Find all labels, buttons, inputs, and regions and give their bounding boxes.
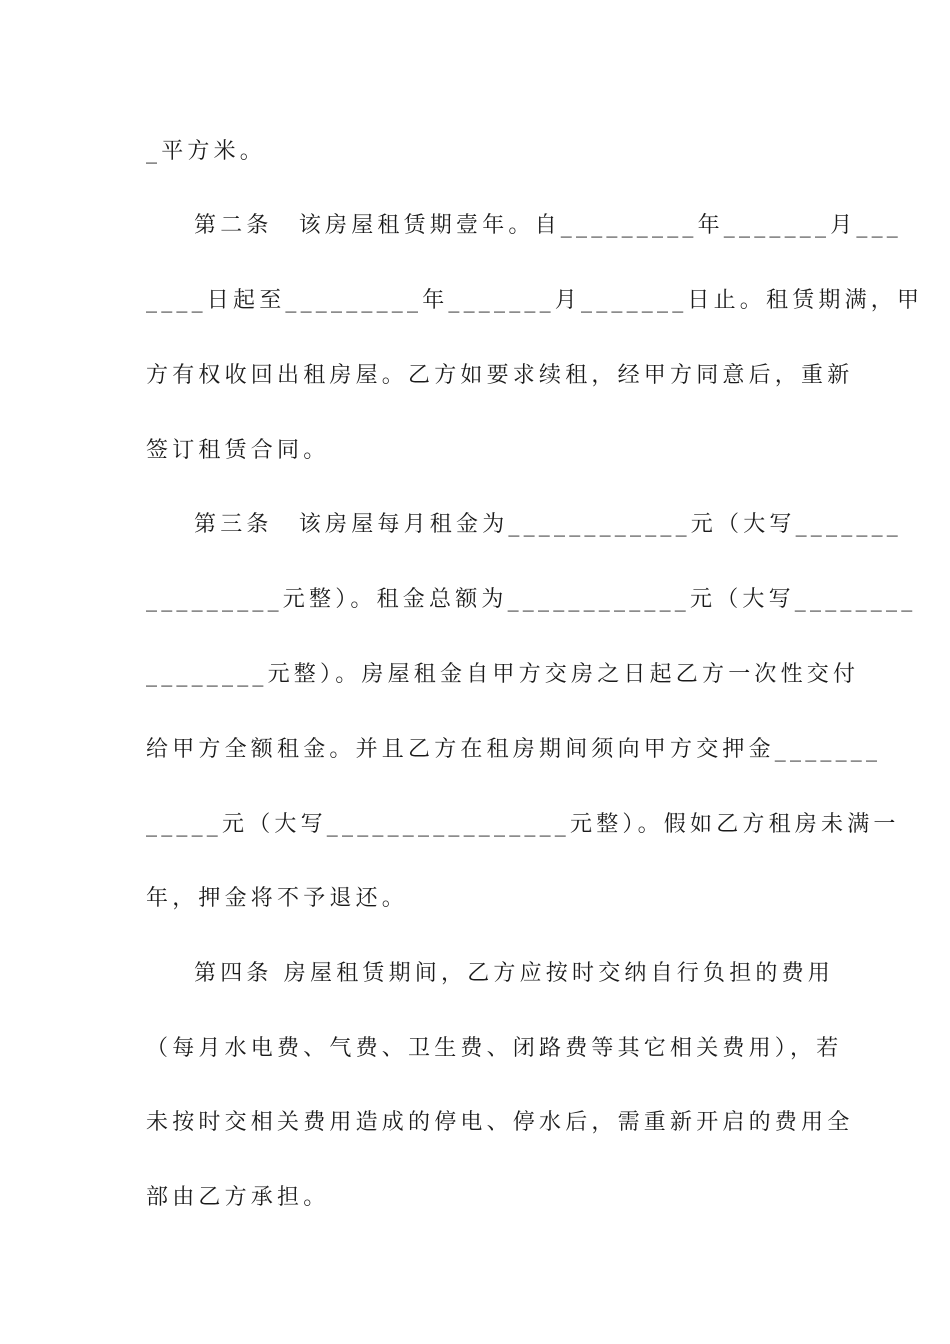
article-4-line-4: 部由乙方承担。 (146, 1185, 330, 1210)
article-4-line-3: 未按时交相关费用造成的停电、停水后，需重新开启的费用全 (146, 1110, 854, 1135)
article-3-line-1: 第三条 该房屋每月租金为____________元（大写_______ (194, 512, 903, 537)
article-2-line-4: 签订租赁合同。 (146, 438, 330, 463)
article-3-line-2: _________元整）。租金总额为____________元（大写________ (146, 587, 917, 612)
article-3-line-3: ________元整）。房屋租金自甲方交房之日起乙方一次性交付 (146, 662, 860, 687)
article-2-line-1: 第二条 该房屋租赁期壹年。自_________年_______月___ (194, 213, 903, 238)
article-2-line-2: ____日起至_________年_______月_______日止。租赁期满，甲 (146, 288, 924, 313)
article-3-line-5: _____元（大写________________元整）。假如乙方租房未满一 (146, 812, 900, 837)
article-2-line-3: 方有权收回出租房屋。乙方如要求续租，经甲方同意后，重新 (146, 363, 854, 388)
article-3-line-4: 给甲方全额租金。并且乙方在租房期间须向甲方交押金_______ (146, 737, 882, 762)
article-3-line-6: 年，押金将不予退还。 (146, 886, 409, 911)
article-4-line-2: （每月水电费、气费、卫生费、闭路费等其它相关费用），若 (146, 1036, 843, 1061)
text-line-1: _平方米。 (146, 139, 267, 164)
article-4-line-1: 第四条 房屋租赁期间，乙方应按时交纳自行负担的费用 (194, 961, 834, 986)
